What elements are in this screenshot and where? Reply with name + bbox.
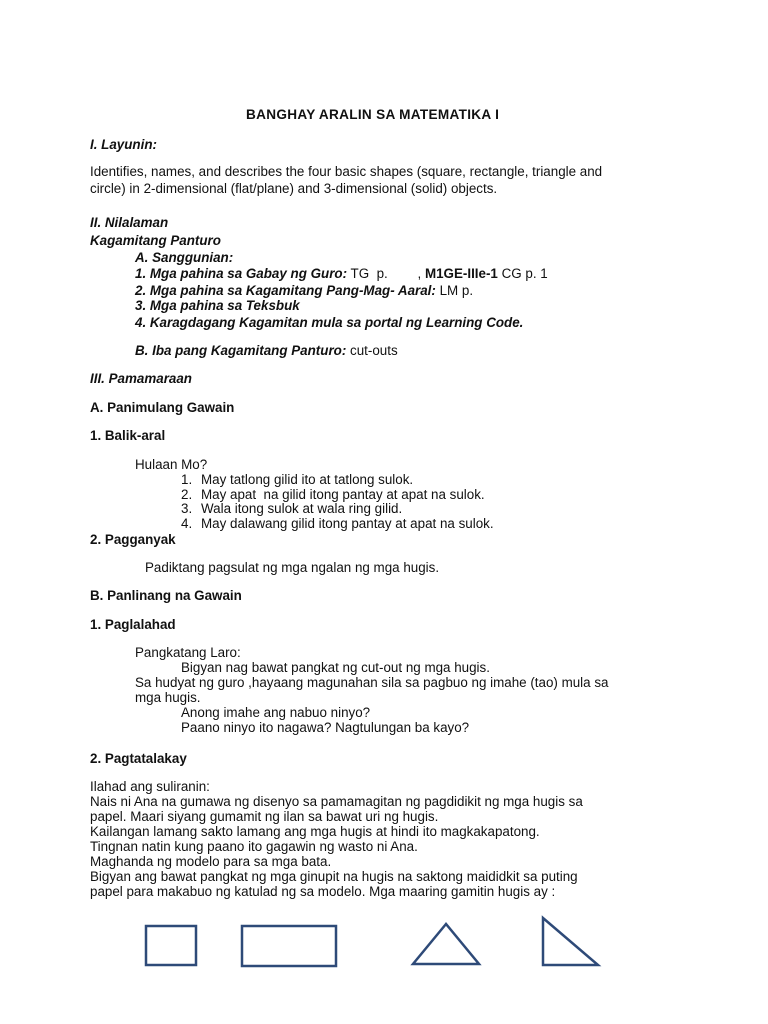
paragraph-line: Tingnan natin kung paano ito gagawin ng wasto ni Ana. bbox=[90, 839, 418, 854]
question-line: Paano ninyo ito nagawa? Nagtulungan ba kayo? bbox=[181, 720, 470, 735]
reference-1-cg: CG p. 1 bbox=[497, 266, 548, 281]
heading-panlinang-na-gawain: B. Panlinang na Gawain bbox=[90, 588, 242, 603]
hulaan-text: Hulaan Mo? bbox=[135, 457, 208, 472]
section-heading-layunin: I. Layunin: bbox=[90, 137, 157, 152]
list-item-text: May dalawang gilid itong pantay at apat na sulok. bbox=[201, 516, 494, 531]
list-item-text: May apat na gilid itong pantay at apat na sulok. bbox=[201, 487, 485, 502]
paragraph-line: Sa hudyat ng guro ,hayaang magunahan sila sa pagbuo ng imahe (tao) mula sa bbox=[135, 675, 609, 690]
paragraph-line: Bigyan nag bawat pangkat ng cut-out ng mga hugis. bbox=[181, 660, 490, 675]
reference-1-tg: TG p. , bbox=[347, 266, 422, 281]
reference-line-1 bbox=[135, 266, 548, 281]
square-shape bbox=[140, 920, 202, 970]
list-item bbox=[181, 487, 485, 502]
list-item-number: 4. bbox=[181, 516, 193, 531]
right-triangle-shape bbox=[537, 912, 605, 972]
heading-pagganyak: 2. Pagganyak bbox=[90, 532, 176, 547]
paragraph-line: Bigyan ang bawat pangkat ng mga ginupit na hugis na saktong maididkit sa puting bbox=[90, 869, 578, 884]
subheading-kagamitang-panturo: Kagamitang Panturo bbox=[90, 233, 221, 248]
list-item-text: May tatlong gilid ito at tatlong sulok. bbox=[201, 472, 414, 487]
reference-2-value: LM p. bbox=[435, 283, 474, 298]
section-heading-nilalaman: II. Nilalaman bbox=[90, 215, 169, 230]
heading-sanggunian: A. Sanggunian: bbox=[135, 250, 234, 265]
paragraph-line: papel. Maari siyang gumamit ng ilan sa bawat uri ng hugis. bbox=[90, 809, 439, 824]
heading-balik-aral: 1. Balik-aral bbox=[90, 428, 166, 443]
heading-panimulang-gawain: A. Panimulang Gawain bbox=[90, 400, 235, 415]
isosceles-triangle-shape bbox=[406, 916, 486, 970]
list-item-number: 3. bbox=[181, 501, 193, 516]
paragraph-line: Ilahad ang suliranin: bbox=[90, 779, 210, 794]
paragraph-line: Nais ni Ana na gumawa ng disenyo sa pamamagitan ng pagdidikit ng mga hugis sa bbox=[90, 794, 583, 809]
reference-1-code: M1GE-IIIe-1 bbox=[421, 266, 498, 281]
rectangle-shape bbox=[236, 920, 342, 972]
pagganyak-text: Padiktang pagsulat ng mga ngalan ng mga hugis. bbox=[145, 560, 440, 575]
question-line: Anong imahe ang nabuo ninyo? bbox=[181, 705, 371, 720]
list-item-number: 1. bbox=[181, 472, 193, 487]
page-title: BANGHAY ARALIN SA MATEMATIKA I bbox=[246, 107, 500, 122]
list-item-text: Wala itong sulok at wala ring gilid. bbox=[201, 501, 403, 516]
paragraph-line: Identifies, names, and describes the four basic shapes (square, rectangle, triangle and bbox=[90, 164, 603, 179]
heading-pagtatalakay: 2. Pagtatalakay bbox=[90, 751, 187, 766]
reference-2-label: 2. Mga pahina sa Kagamitang Pang-Mag- Aaral: bbox=[135, 283, 436, 298]
section-heading-pamamaraan: III. Pamamaraan bbox=[90, 371, 192, 386]
pangkatang-laro-text: Pangkatang Laro: bbox=[135, 645, 241, 660]
list-item bbox=[181, 516, 494, 531]
list-item bbox=[181, 472, 413, 487]
paragraph-line: papel para makabuo ng katulad ng sa modelo. Mga maaring gamitin hugis ay : bbox=[90, 884, 556, 899]
paragraph-line: mga hugis. bbox=[135, 690, 201, 705]
heading-paglalahad: 1. Paglalahad bbox=[90, 617, 176, 632]
reference-1-label: 1. Mga pahina sa Gabay ng Guro: bbox=[135, 266, 348, 281]
list-item bbox=[181, 501, 402, 516]
other-materials-line bbox=[135, 343, 398, 358]
other-materials-label: B. Iba pang Kagamitang Panturo: bbox=[135, 343, 347, 358]
paragraph-line: circle) in 2-dimensional (flat/plane) and 3-dimensional (solid) objects. bbox=[90, 181, 498, 196]
other-materials-value: cut-outs bbox=[346, 343, 398, 358]
reference-line-3: 3. Mga pahina sa Teksbuk bbox=[135, 298, 300, 313]
paragraph-line: Maghanda ng modelo para sa mga bata. bbox=[90, 854, 332, 869]
paragraph-line: Kailangan lamang sakto lamang ang mga hugis at hindi ito magkakapatong. bbox=[90, 824, 540, 839]
reference-line-2 bbox=[135, 283, 473, 298]
list-item-number: 2. bbox=[181, 487, 193, 502]
reference-line-4: 4. Karagdagang Kagamitan mula sa portal ng Learning Code. bbox=[135, 315, 524, 330]
